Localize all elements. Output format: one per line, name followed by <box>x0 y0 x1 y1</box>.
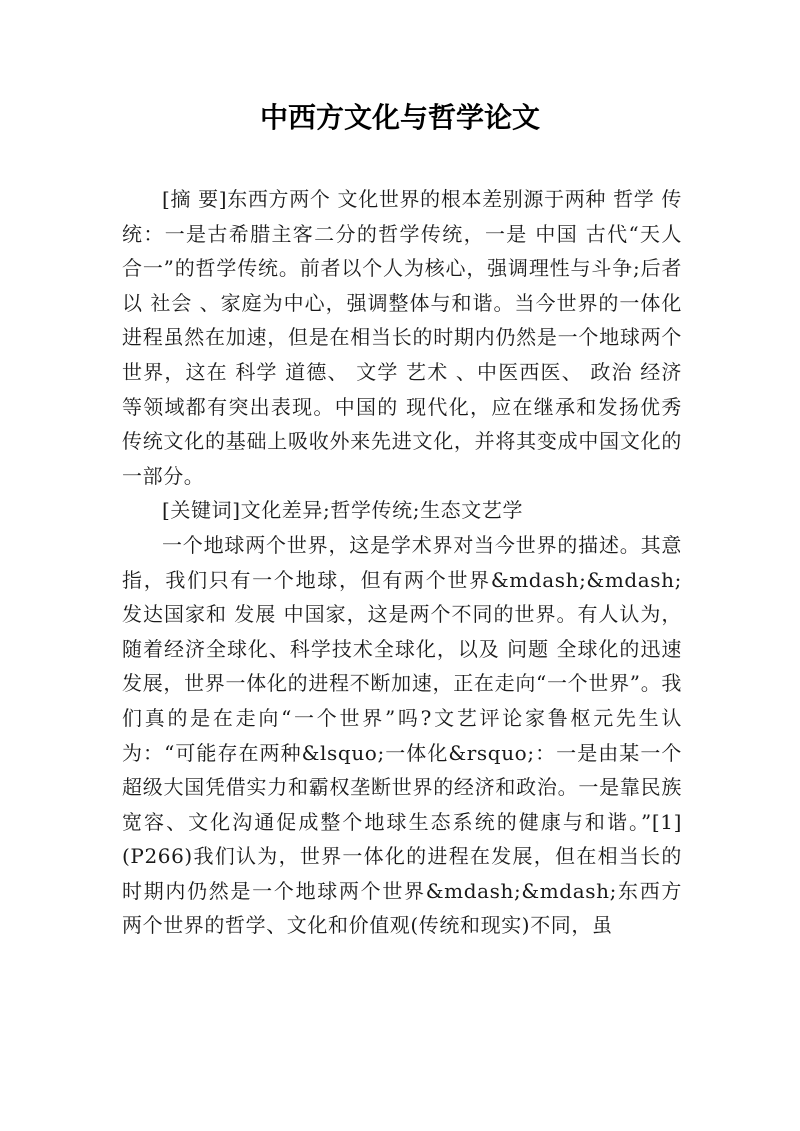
body-paragraph: 一个地球两个世界，这是学术界对当今世界的描述。其意指，我们只有一个地球，但有两个世界&mdash;&mdash;发达国家和 发展 中国家，这是两个不同的世界。有人认为，随着经济全球化、科学技术全球化，以及 问题 全球化的迅速发展，世界一体化的进程不断加速，正在走向“一个世界”。我们真的是在走向“一个世界”吗?文艺评论家鲁枢元先生认为：“可能存在两种&lsquo;一体化&rsquo;：一是由某一个超级大国凭借实力和霸权垄断世界的经济和政治。一是靠民族宽容、文化沟通促成整个地球生态系统的健康与和谐。”[1](P266)我们认为，世界一体化的进程在发展，但在相当长的时期内仍然是一个地球两个世界&mdash;&mdash;东西方两个世界的哲学、文化和价值观(传统和现实)不同，虽 <box>122 532 682 938</box>
document-body <box>122 182 682 943</box>
keywords-paragraph: [关键词]文化差异;哲学传统;生态文艺学 <box>162 498 524 523</box>
document-title: 中西方文化与哲学论文 <box>259 101 540 134</box>
abstract-paragraph: [摘 要]东西方两个 文化世界的根本差别源于两种 哲学 传统：一是古希腊主客二分的哲学传统，一是 中国 古代“天人合一”的哲学传统。前者以个人为核心，强调理性与斗争;后者以 社会 、家庭为中心，强调整体与和谐。当今世界的一体化进程虽然在加速，但是在相当长的时期内仍然是一个地球两个世界，这在 科学 道德、 文学 艺术 、中医西医、 政治 经济 等领域都有突出表现。中国的 现代化，应在继承和发扬优秀传统文化的基础上吸收外来先进文化，并将其变成中国文化的一部分。 <box>122 187 682 488</box>
